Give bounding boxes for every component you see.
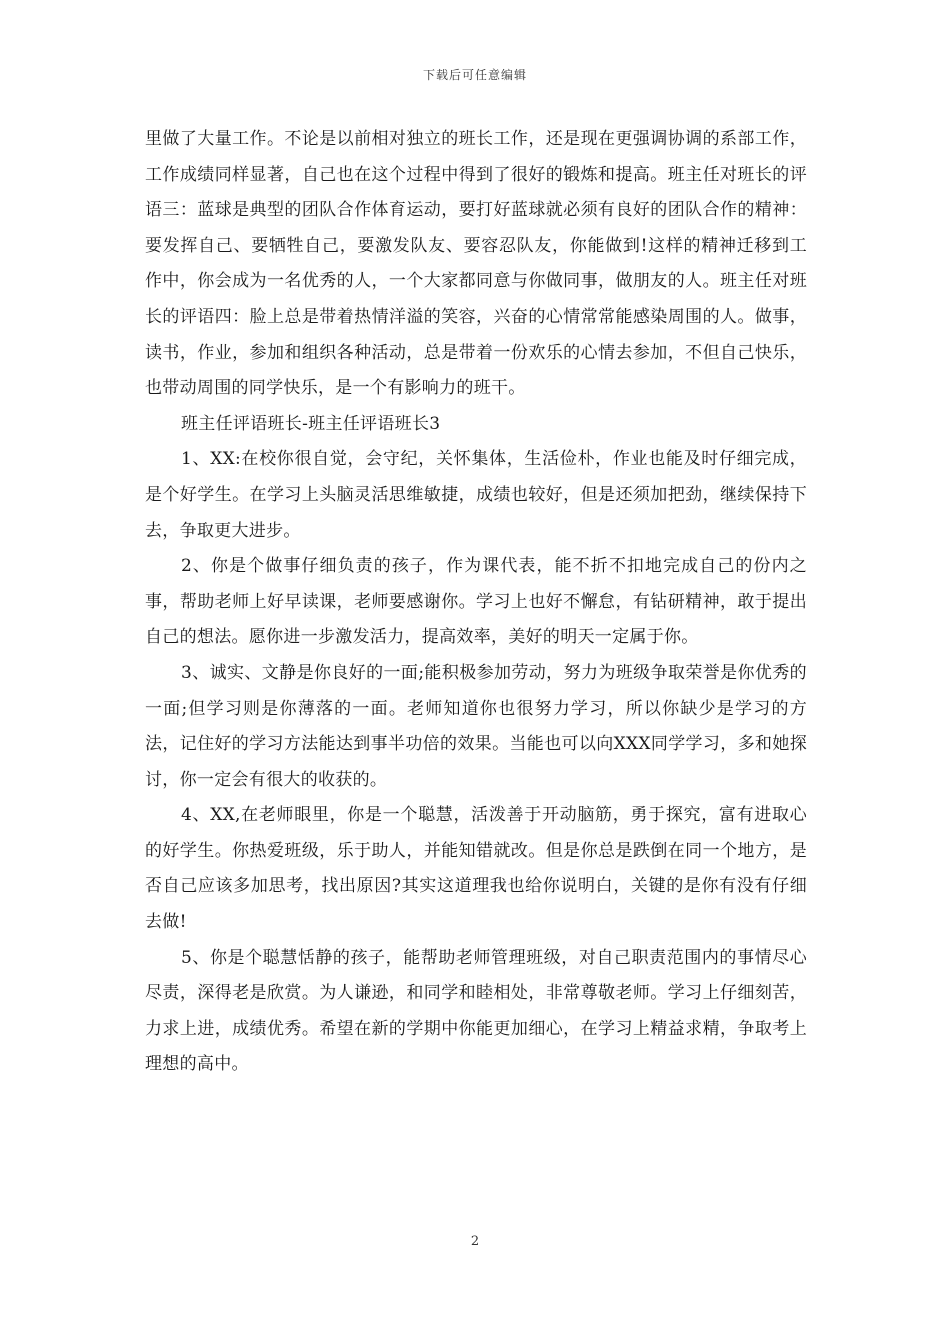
- paragraph-comment-3: 3、诚实、文静是你良好的一面;能积极参加劳动，努力为班级争取荣誉是你优秀的一面;但学习则是你薄落的一面。老师知道你也很努力学习，所以你缺少是学习的方法，记住好的学习方法能达到事半功倍的效果。当能也可以向XXX同学学习，多和她探讨，你一定会有很大的收获的。: [145, 662, 807, 790]
- page-header: 下载后可任意编辑: [422, 68, 527, 82]
- document-body: [145, 122, 807, 1083]
- section-heading: 班主任评语班长-班主任评语班长3: [181, 413, 441, 434]
- paragraph-comment-2: 2、你是个做事仔细负责的孩子，作为课代表，能不折不扣地完成自己的份内之事，帮助老师上好早读课，老师要感谢你。学习上也好不懈怠，有钻研精神，敢于提出自己的想法。愿你进一步激发活力，提高效率，美好的明天一定属于你。: [145, 556, 807, 648]
- paragraph-comment-4: 4、XX,在老师眼里，你是一个聪慧，活泼善于开动脑筋，勇于探究，富有进取心的好学生。你热爱班级，乐于助人，并能知错就改。但是你总是跌倒在同一个地方，是否自己应该多加思考，找出原因?其实这道理我也给你说明白，关键的是你有没有仔细去做!: [145, 805, 807, 933]
- paragraph-comment-1: 1、XX:在校你很自觉，会守纪，关怀集体，生活俭朴，作业也能及时仔细完成，是个好学生。在学习上头脑灵活思维敏捷，成绩也较好，但是还须加把劲，继续保持下去，争取更大进步。: [145, 449, 807, 541]
- paragraph-comment-5: 5、你是个聪慧恬静的孩子，能帮助老师管理班级，对自己职责范围内的事情尽心尽责，深得老是欣赏。为人谦逊，和同学和睦相处，非常尊敬老师。学习上仔细刻苦，力求上进，成绩优秀。希望在新的学期中你能更加细心，在学习上精益求精，争取考上理想的高中。: [145, 947, 807, 1075]
- page-number: 2: [470, 1234, 480, 1249]
- paragraph-continued: 里做了大量工作。不论是以前相对独立的班长工作，还是现在更强调协调的系部工作，工作成绩同样显著，自己也在这个过程中得到了很好的锻炼和提高。班主任对班长的评语三：蓝球是典型的团队合作体育运动，要打好蓝球就必须有良好的团队合作的精神：要发挥自己、要牺牲自己，要激发队友、要容忍队友，你能做到!这样的精神迁移到工作中，你会成为一名优秀的人，一个大家都同意与你做同事，做朋友的人。班主任对班长的评语四：脸上总是带着热情洋溢的笑容，兴奋的心情常常能感染周围的人。做事，读书，作业，参加和组织各种活动，总是带着一份欢乐的心情去参加，不但自己快乐，也带动周围的同学快乐，是一个有影响力的班干。: [145, 129, 807, 399]
